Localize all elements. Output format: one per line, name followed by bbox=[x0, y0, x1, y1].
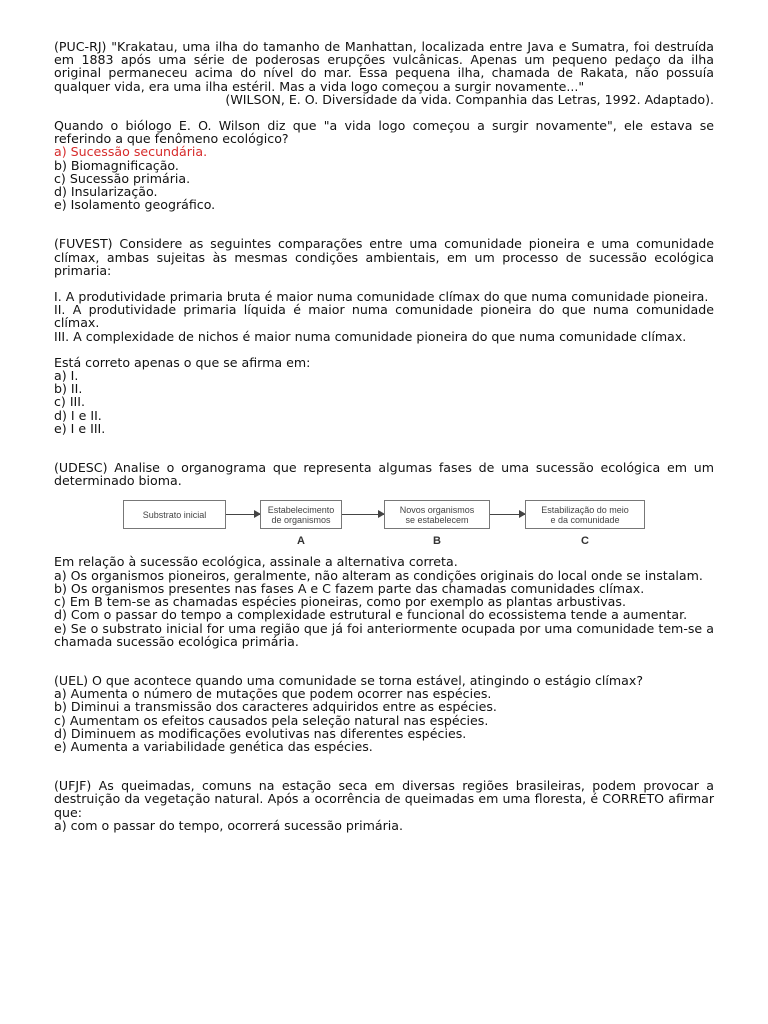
arrow-2-icon bbox=[342, 514, 384, 515]
q1-option-b: b) Biomagnificação. bbox=[54, 157, 179, 173]
q2-option-c: c) III. bbox=[54, 394, 85, 410]
q2-question: Está correto apenas o que se afirma em: bbox=[54, 354, 311, 370]
flow-box-c bbox=[525, 500, 645, 529]
q2-option-d: d) I e II. bbox=[54, 407, 102, 423]
q1-source: (WILSON, E. O. Diversidade da vida. Companhia das Letras, 1992. Adaptado). bbox=[225, 91, 714, 107]
q3-option-c: c) Em B tem-se as chamadas espécies pioneiras, como por exemplo as plantas arbustivas. bbox=[54, 594, 626, 610]
flow-box-c-line1: Estabilização do meio bbox=[541, 504, 629, 515]
q2-option-b: b) II. bbox=[54, 381, 83, 397]
flow-box-b bbox=[384, 500, 490, 529]
flow-label-c: C bbox=[581, 535, 589, 548]
flow-box-b-line1: Novos organismos bbox=[399, 504, 475, 515]
q1-option-c: c) Sucessão primária. bbox=[54, 170, 191, 186]
arrow-1-icon bbox=[226, 514, 260, 515]
q1-question: Quando o biólogo E. O. Wilson diz que "a vida logo começou a surgir novamente", ele estava se referindo a que fenômeno ecológico? bbox=[54, 118, 714, 147]
q4-option-a: a) Aumenta o número de mutações que podem ocorrer nas espécies. bbox=[54, 686, 492, 702]
flow-label-a: A bbox=[297, 535, 305, 548]
flow-label-b: B bbox=[433, 535, 441, 548]
q2-item-1: I. A produtividade primaria bruta é maior numa comunidade clímax do que numa comunidade pioneira. bbox=[54, 289, 709, 305]
arrow-3-icon bbox=[490, 514, 525, 515]
flow-box-c-line2: e da comunidade bbox=[550, 514, 620, 525]
q1-option-d: d) Insularização. bbox=[54, 184, 158, 200]
q3-option-b: b) Os organismos presentes nas fases A e C fazem parte das chamadas comunidades clímax. bbox=[54, 580, 645, 596]
q1-option-a: a) Sucessão secundária. bbox=[54, 144, 208, 160]
q1-text: (PUC-RJ) "Krakatau, uma ilha do tamanho de Manhattan, localizada entre Java e Sumatra, foi destruída em 1883 após uma série de poderosas erupções vulcânicas. Apenas um pequeno pedaço da ilha original permaneceu acima do nível do mar. Essa pequena ilha, chamada de Rakata, não possuía qualquer vida, era uma ilha estéril. Mas a vida logo começou a surgir novamente..." bbox=[54, 39, 714, 94]
q2-option-e: e) I e III. bbox=[54, 420, 106, 436]
document-page bbox=[54, 40, 714, 832]
q5-text: (UFJF) As queimadas, comuns na estação seca em diversas regiões brasileiras, podem provocar a destruição da vegetação natural. Após a ocorrência de queimadas em uma floresta, é CORRETO afirmar que: bbox=[54, 778, 714, 820]
flow-box-a bbox=[260, 500, 342, 529]
q3-option-d: d) Com o passar do tempo a complexidade estrutural e funcional do ecossistema tende a aumentar. bbox=[54, 607, 688, 623]
q3-text: (UDESC) Analise o organograma que representa algumas fases de uma sucessão ecológica em um determinado bioma. bbox=[54, 460, 714, 489]
q5-option-a: a) com o passar do tempo, ocorrerá sucessão primária. bbox=[54, 817, 403, 833]
q4-option-c: c) Aumentam os efeitos causados pela seleção natural nas espécies. bbox=[54, 712, 489, 728]
q4-option-d: d) Diminuem as modificações evolutivas nas diferentes espécies. bbox=[54, 725, 467, 741]
flow-box-substrate-text: Substrato inicial bbox=[142, 509, 207, 520]
flow-box-b-line2: se estabelecem bbox=[405, 514, 469, 525]
q2-item-3: III. A complexidade de nichos é maior numa comunidade pioneira do que numa comunidade clímax. bbox=[54, 328, 687, 344]
flow-box-substrate bbox=[123, 500, 226, 529]
q3-question: Em relação à sucessão ecológica, assinale a alternativa correta. bbox=[54, 554, 458, 570]
q2-item-2: II. A produtividade primaria líquida é maior numa comunidade pioneira do que numa comunidade clímax. bbox=[54, 302, 714, 331]
q3-option-a: a) Os organismos pioneiros, geralmente, não alteram as condições originais do local onde se instalam. bbox=[54, 567, 703, 583]
succession-flowchart bbox=[54, 500, 714, 552]
q4-option-b: b) Diminui a transmissão dos caracteres adquiridos entre as espécies. bbox=[54, 699, 497, 715]
q2-option-a: a) I. bbox=[54, 368, 79, 384]
q3-option-e: e) Se o substrato inicial for uma região que já foi anteriormente ocupada por uma comunidade tem-se a chamada sucessão ecológica primária. bbox=[54, 620, 714, 649]
flow-box-a-line1: Estabelecimento bbox=[267, 504, 335, 515]
q4-text: (UEL) O que acontece quando uma comunidade se torna estável, atingindo o estágio clímax? bbox=[54, 672, 644, 688]
q1-option-e: e) Isolamento geográfico. bbox=[54, 197, 216, 213]
q2-text: (FUVEST) Considere as seguintes comparações entre uma comunidade pioneira e uma comunidade clímax, ambas sujeitas às mesmas condições ambientais, em um processo de sucessão ecológica primaria: bbox=[54, 236, 714, 278]
q4-option-e: e) Aumenta a variabilidade genética das espécies. bbox=[54, 738, 373, 754]
flow-box-a-line2: de organismos bbox=[271, 514, 331, 525]
